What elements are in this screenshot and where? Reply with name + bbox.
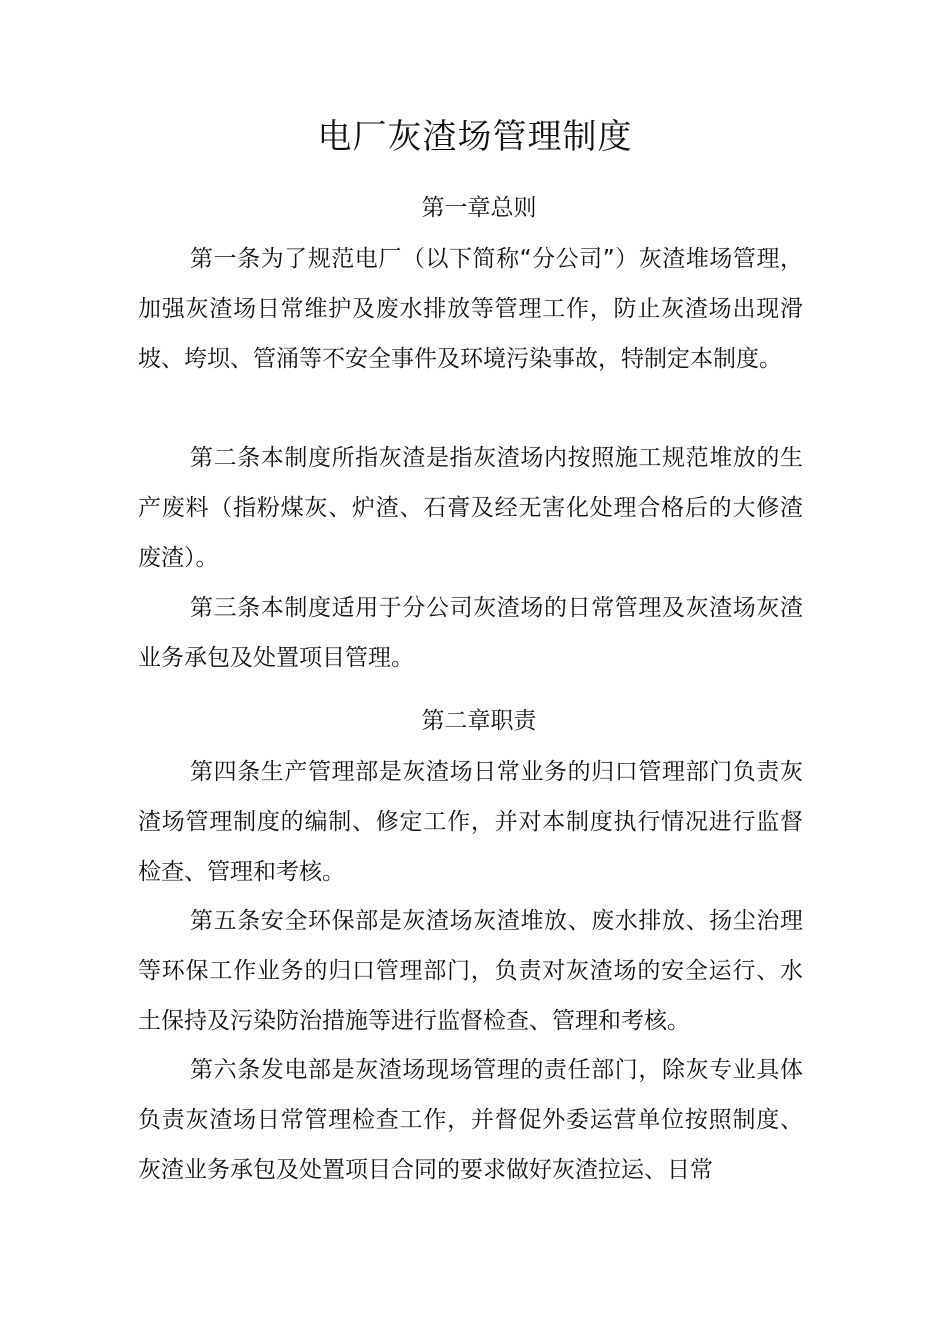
article-6: 第六条发电部是灰渣场现场管理的责任部门，除灰专业具体负责灰渣场日常管理检查工作，并督促外委运营单位按照制度、灰渣业务承包及处置项目合同的要求做好灰渣拉运、日常 bbox=[138, 1057, 803, 1183]
chapter-heading-duties: 第二章职责 bbox=[421, 708, 537, 734]
article-1: 第一条为了规范电厂（以下简称“分公司”）灰渣堆场管理，加强灰渣场日常维护及废水排放等管理工作，防止灰渣场出现滑坡、垮坝、管涌等不安全事件及环境污染事故，特制定本制度。 bbox=[138, 246, 803, 372]
article-4: 第四条生产管理部是灰渣场日常业务的归口管理部门负责灰渣场管理制度的编制、修定工作，并对本制度执行情况进行监督检查、管理和考核。 bbox=[138, 759, 803, 885]
article-2: 第二条本制度所指灰渣是指灰渣场内按照施工规范堆放的生产废料（指粉煤灰、炉渣、石膏及经无害化处理合格后的大修渣废渣）。 bbox=[138, 445, 803, 571]
article-5: 第五条安全环保部是灰渣场灰渣堆放、废水排放、扬尘治理等环保工作业务的归口管理部门，负责对灰渣场的安全运行、水土保持及污染防治措施等进行监督检查、管理和考核。 bbox=[138, 908, 803, 1034]
chapter-heading-general: 第一章总则 bbox=[421, 195, 537, 221]
document-title: 电厂灰渣场管理制度 bbox=[317, 117, 633, 157]
article-3: 第三条本制度适用于分公司灰渣场的日常管理及灰渣场灰渣业务承包及处置项目管理。 bbox=[138, 595, 803, 671]
